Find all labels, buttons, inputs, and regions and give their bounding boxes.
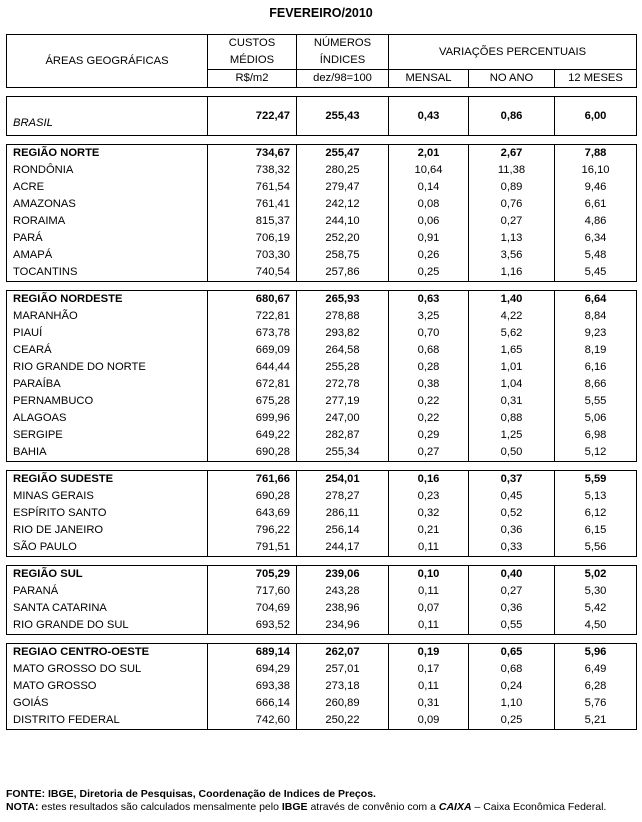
state-custo: 740,54 [208, 264, 297, 282]
table-row [7, 583, 637, 600]
state-meses12: 5,42 [555, 600, 637, 617]
state-meses12: 8,84 [555, 308, 637, 325]
state-ano: 1,10 [469, 695, 555, 712]
table-row [7, 393, 637, 410]
state-custo: 672,81 [208, 376, 297, 393]
region-mensal: 2,01 [389, 145, 469, 163]
state-name: MATO GROSSO DO SUL [7, 661, 208, 678]
state-name: MATO GROSSO [7, 678, 208, 695]
state-name: PERNAMBUCO [7, 393, 208, 410]
state-custo: 791,51 [208, 539, 297, 557]
header-custos-1: CUSTOS [208, 35, 297, 53]
region-ano: 0,37 [469, 471, 555, 489]
region-custo: 689,14 [208, 644, 297, 662]
state-name: ESPÍRITO SANTO [7, 505, 208, 522]
state-mensal: 0,23 [389, 488, 469, 505]
state-meses12: 6,49 [555, 661, 637, 678]
state-ano: 0,24 [469, 678, 555, 695]
state-name: RIO GRANDE DO SUL [7, 617, 208, 635]
state-meses12: 8,19 [555, 342, 637, 359]
table-row [7, 444, 637, 462]
state-mensal: 0,70 [389, 325, 469, 342]
region-mensal: 0,10 [389, 566, 469, 584]
state-name: RIO GRANDE DO NORTE [7, 359, 208, 376]
state-indice: 255,28 [297, 359, 389, 376]
state-name: SANTA CATARINA [7, 600, 208, 617]
header-unit-indices: dez/98=100 [297, 70, 389, 88]
region-indice: 254,01 [297, 471, 389, 489]
state-mensal: 3,25 [389, 308, 469, 325]
header-custos-2: MÉDIOS [208, 52, 297, 70]
region-name: REGIÃO SUDESTE [7, 471, 208, 489]
state-custo: 796,22 [208, 522, 297, 539]
state-meses12: 6,34 [555, 230, 637, 247]
state-custo: 704,69 [208, 600, 297, 617]
region-indice: 239,06 [297, 566, 389, 584]
state-indice: 238,96 [297, 600, 389, 617]
region-meses12: 6,64 [555, 291, 637, 309]
state-ano: 11,38 [469, 162, 555, 179]
state-mensal: 0,08 [389, 196, 469, 213]
region-name: REGIAO CENTRO-OESTE [7, 644, 208, 662]
state-name: PARAÍBA [7, 376, 208, 393]
state-mensal: 0,25 [389, 264, 469, 282]
state-ano: 4,22 [469, 308, 555, 325]
state-custo: 690,28 [208, 488, 297, 505]
state-name: PARÁ [7, 230, 208, 247]
header-variacoes: VARIAÇÕES PERCENTUAIS [389, 35, 637, 70]
state-mensal: 0,14 [389, 179, 469, 196]
state-indice: 279,47 [297, 179, 389, 196]
table-row [7, 196, 637, 213]
state-name: DISTRITO FEDERAL [7, 712, 208, 730]
table-row [7, 678, 637, 695]
table-row [7, 308, 637, 325]
state-ano: 0,36 [469, 522, 555, 539]
state-ano: 0,76 [469, 196, 555, 213]
state-custo: 666,14 [208, 695, 297, 712]
state-ano: 1,01 [469, 359, 555, 376]
state-name: MARANHÃO [7, 308, 208, 325]
footer-nota: NOTA: estes resultados são calculados mensalmente pelo IBGE através de convênio com a CAIXA – Caixa Econômica Federal. [6, 801, 607, 813]
state-custo: 722,81 [208, 308, 297, 325]
state-indice: 280,25 [297, 162, 389, 179]
table-row [7, 661, 637, 678]
state-indice: 286,11 [297, 505, 389, 522]
region-ano: 1,40 [469, 291, 555, 309]
state-meses12: 5,30 [555, 583, 637, 600]
state-custo: 815,37 [208, 213, 297, 230]
state-custo: 761,41 [208, 196, 297, 213]
state-ano: 0,50 [469, 444, 555, 462]
header-mensal: MENSAL [389, 70, 469, 88]
region-row [7, 471, 637, 489]
state-ano: 0,25 [469, 712, 555, 730]
brasil-custo: 722,47 [208, 97, 297, 136]
state-meses12: 6,16 [555, 359, 637, 376]
state-mensal: 0,22 [389, 410, 469, 427]
region-meses12: 5,02 [555, 566, 637, 584]
state-mensal: 0,91 [389, 230, 469, 247]
state-meses12: 9,23 [555, 325, 637, 342]
header-12-meses: 12 MESES [555, 70, 637, 88]
region-name: REGIÃO NORTE [7, 145, 208, 163]
state-indice: 258,75 [297, 247, 389, 264]
header-numeros-1: NÚMEROS [297, 35, 389, 53]
header-numeros-2: ÍNDICES [297, 52, 389, 70]
state-meses12: 5,12 [555, 444, 637, 462]
state-mensal: 0,21 [389, 522, 469, 539]
region-row [7, 566, 637, 584]
table-row [7, 325, 637, 342]
state-indice: 247,00 [297, 410, 389, 427]
state-indice: 264,58 [297, 342, 389, 359]
state-mensal: 0,07 [389, 600, 469, 617]
state-meses12: 6,15 [555, 522, 637, 539]
state-meses12: 5,76 [555, 695, 637, 712]
state-name: SÃO PAULO [7, 539, 208, 557]
state-meses12: 5,13 [555, 488, 637, 505]
table-row [7, 695, 637, 712]
state-mensal: 0,11 [389, 678, 469, 695]
state-meses12: 5,06 [555, 410, 637, 427]
state-custo: 644,44 [208, 359, 297, 376]
state-ano: 0,68 [469, 661, 555, 678]
state-indice: 272,78 [297, 376, 389, 393]
table-body [7, 88, 637, 730]
state-ano: 1,65 [469, 342, 555, 359]
state-ano: 3,56 [469, 247, 555, 264]
region-mensal: 0,16 [389, 471, 469, 489]
table-row [7, 376, 637, 393]
state-custo: 649,22 [208, 427, 297, 444]
table-row [7, 600, 637, 617]
table-row [7, 162, 637, 179]
state-custo: 738,32 [208, 162, 297, 179]
state-indice: 244,10 [297, 213, 389, 230]
state-indice: 257,01 [297, 661, 389, 678]
table-row [7, 264, 637, 282]
state-custo: 693,38 [208, 678, 297, 695]
state-name: GOIÁS [7, 695, 208, 712]
index-table [6, 34, 637, 730]
state-ano: 1,13 [469, 230, 555, 247]
state-mensal: 0,32 [389, 505, 469, 522]
state-indice: 277,19 [297, 393, 389, 410]
state-mensal: 0,17 [389, 661, 469, 678]
state-meses12: 5,45 [555, 264, 637, 282]
state-custo: 703,30 [208, 247, 297, 264]
state-ano: 1,25 [469, 427, 555, 444]
brasil-mensal: 0,43 [389, 97, 469, 136]
region-custo: 705,29 [208, 566, 297, 584]
state-meses12: 5,55 [555, 393, 637, 410]
state-name: CEARÁ [7, 342, 208, 359]
header-areas: ÁREAS GEOGRÁFICAS [7, 35, 208, 88]
state-custo: 693,52 [208, 617, 297, 635]
region-custo: 680,67 [208, 291, 297, 309]
table-row [7, 230, 637, 247]
state-indice: 282,87 [297, 427, 389, 444]
state-mensal: 0,28 [389, 359, 469, 376]
state-name: PARANÁ [7, 583, 208, 600]
state-mensal: 0,38 [389, 376, 469, 393]
table-row [7, 342, 637, 359]
state-meses12: 16,10 [555, 162, 637, 179]
table-row [7, 488, 637, 505]
state-custo: 643,69 [208, 505, 297, 522]
region-meses12: 5,96 [555, 644, 637, 662]
state-ano: 0,45 [469, 488, 555, 505]
state-mensal: 0,26 [389, 247, 469, 264]
header-unit-custos: R$/m2 [208, 70, 297, 88]
state-custo: 694,29 [208, 661, 297, 678]
region-name: REGIÃO SUL [7, 566, 208, 584]
state-indice: 243,28 [297, 583, 389, 600]
state-mensal: 0,09 [389, 712, 469, 730]
page-title: FEVEREIRO/2010 [269, 6, 373, 20]
brasil-row [7, 97, 637, 136]
region-mensal: 0,19 [389, 644, 469, 662]
state-ano: 0,33 [469, 539, 555, 557]
state-meses12: 6,98 [555, 427, 637, 444]
state-meses12: 4,50 [555, 617, 637, 635]
state-meses12: 5,21 [555, 712, 637, 730]
region-meses12: 5,59 [555, 471, 637, 489]
state-indice: 278,27 [297, 488, 389, 505]
state-custo: 717,60 [208, 583, 297, 600]
state-custo: 742,60 [208, 712, 297, 730]
region-custo: 761,66 [208, 471, 297, 489]
state-mensal: 10,64 [389, 162, 469, 179]
state-name: TOCANTINS [7, 264, 208, 282]
state-custo: 673,78 [208, 325, 297, 342]
table-row [7, 247, 637, 264]
state-mensal: 0,11 [389, 539, 469, 557]
state-ano: 5,62 [469, 325, 555, 342]
brasil-12-meses: 6,00 [555, 97, 637, 136]
state-meses12: 5,48 [555, 247, 637, 264]
table-row [7, 359, 637, 376]
region-custo: 734,67 [208, 145, 297, 163]
state-custo: 761,54 [208, 179, 297, 196]
state-meses12: 6,12 [555, 505, 637, 522]
table-row [7, 179, 637, 196]
state-name: RONDÔNIA [7, 162, 208, 179]
state-custo: 690,28 [208, 444, 297, 462]
state-indice: 250,22 [297, 712, 389, 730]
state-ano: 1,16 [469, 264, 555, 282]
state-name: ACRE [7, 179, 208, 196]
state-mensal: 0,31 [389, 695, 469, 712]
table-row [7, 617, 637, 635]
state-mensal: 0,11 [389, 583, 469, 600]
table-row [7, 522, 637, 539]
region-indice: 262,07 [297, 644, 389, 662]
table-row [7, 505, 637, 522]
state-indice: 293,82 [297, 325, 389, 342]
state-mensal: 0,11 [389, 617, 469, 635]
state-name: SERGIPE [7, 427, 208, 444]
state-ano: 0,31 [469, 393, 555, 410]
state-custo: 706,19 [208, 230, 297, 247]
table-row [7, 410, 637, 427]
state-mensal: 0,27 [389, 444, 469, 462]
state-mensal: 0,29 [389, 427, 469, 444]
state-meses12: 9,46 [555, 179, 637, 196]
state-indice: 273,18 [297, 678, 389, 695]
state-name: AMAPÁ [7, 247, 208, 264]
region-meses12: 7,88 [555, 145, 637, 163]
region-indice: 255,47 [297, 145, 389, 163]
brasil-indice: 255,43 [297, 97, 389, 136]
state-name: BAHIA [7, 444, 208, 462]
state-ano: 1,04 [469, 376, 555, 393]
state-indice: 244,17 [297, 539, 389, 557]
state-name: RORAIMA [7, 213, 208, 230]
state-ano: 0,88 [469, 410, 555, 427]
state-indice: 257,86 [297, 264, 389, 282]
state-meses12: 6,28 [555, 678, 637, 695]
state-indice: 260,89 [297, 695, 389, 712]
state-name: MINAS GERAIS [7, 488, 208, 505]
region-ano: 0,65 [469, 644, 555, 662]
region-mensal: 0,63 [389, 291, 469, 309]
state-name: AMAZONAS [7, 196, 208, 213]
state-ano: 0,89 [469, 179, 555, 196]
state-indice: 234,96 [297, 617, 389, 635]
state-ano: 0,52 [469, 505, 555, 522]
table-row [7, 539, 637, 557]
state-mensal: 0,06 [389, 213, 469, 230]
state-custo: 675,28 [208, 393, 297, 410]
state-indice: 256,14 [297, 522, 389, 539]
state-ano: 0,27 [469, 583, 555, 600]
state-mensal: 0,68 [389, 342, 469, 359]
header-no-ano: NO ANO [469, 70, 555, 88]
table-row [7, 213, 637, 230]
state-indice: 242,12 [297, 196, 389, 213]
state-meses12: 8,66 [555, 376, 637, 393]
state-ano: 0,27 [469, 213, 555, 230]
region-ano: 0,40 [469, 566, 555, 584]
state-mensal: 0,22 [389, 393, 469, 410]
state-indice: 278,88 [297, 308, 389, 325]
state-ano: 0,55 [469, 617, 555, 635]
state-indice: 255,34 [297, 444, 389, 462]
state-custo: 699,96 [208, 410, 297, 427]
state-meses12: 5,56 [555, 539, 637, 557]
state-meses12: 4,86 [555, 213, 637, 230]
state-meses12: 6,61 [555, 196, 637, 213]
region-row [7, 291, 637, 309]
table-row [7, 712, 637, 730]
state-name: RIO DE JANEIRO [7, 522, 208, 539]
footer-fonte: FONTE: IBGE, Diretoria de Pesquisas, Coordenação de Indices de Preços. [6, 788, 376, 800]
state-ano: 0,36 [469, 600, 555, 617]
region-name: REGIÃO NORDESTE [7, 291, 208, 309]
region-row [7, 145, 637, 163]
region-row [7, 644, 637, 662]
state-custo: 669,09 [208, 342, 297, 359]
brasil-ano: 0,86 [469, 97, 555, 136]
footer-notes [6, 788, 606, 814]
brasil-name: BRASIL [7, 97, 208, 136]
state-indice: 252,20 [297, 230, 389, 247]
region-ano: 2,67 [469, 145, 555, 163]
state-name: PIAUÍ [7, 325, 208, 342]
state-name: ALAGOAS [7, 410, 208, 427]
region-indice: 265,93 [297, 291, 389, 309]
table-row [7, 427, 637, 444]
